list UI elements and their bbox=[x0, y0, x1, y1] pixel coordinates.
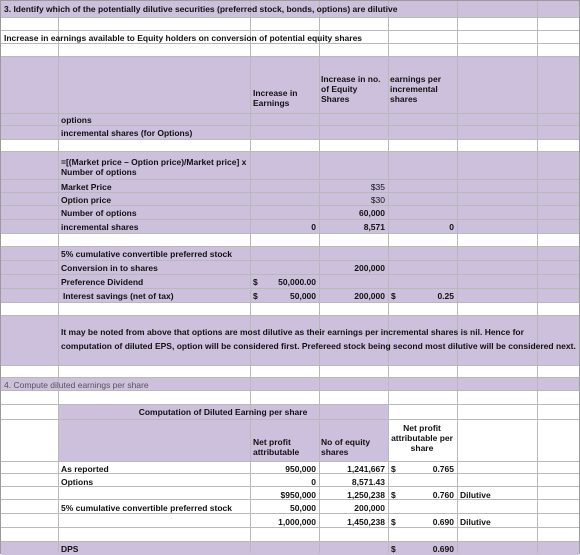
table-row-profit: 50,000 bbox=[290, 503, 316, 513]
dilution-note: It may be noted from above that options are most dilutive as their earnings per incremental shares is nil. Hence for computation of diluted EPS, option will be considered first. Prefereed stock being second most dilutive will be considered next. bbox=[61, 327, 576, 351]
dps-currency: $ bbox=[391, 544, 396, 554]
col-header-increase-shares: Increase in no. of Equity Shares bbox=[321, 74, 381, 104]
num-options-label: Number of options bbox=[61, 208, 137, 218]
table-row-note: Dilutive bbox=[460, 517, 491, 527]
table-row-currency: $ bbox=[391, 517, 396, 527]
interest-eps-value: 0.25 bbox=[437, 291, 454, 301]
table-row-profit: 950,000 bbox=[285, 464, 316, 474]
incremental-eps-value: 0 bbox=[449, 222, 454, 232]
table-row-shares: 1,450,238 bbox=[347, 517, 385, 527]
table-row-eps: 0.765 bbox=[432, 464, 454, 474]
table-row-shares: 1,250,238 bbox=[347, 490, 385, 500]
table-row-profit: $950,000 bbox=[280, 490, 316, 500]
col-header-equity-shares: No of equity shares bbox=[321, 437, 371, 457]
conversion-label: Conversion in to shares bbox=[61, 263, 158, 273]
option-price-label: Option price bbox=[61, 195, 112, 205]
table-row-profit: 0 bbox=[311, 477, 316, 487]
pref-dividend-currency: $ bbox=[253, 277, 258, 287]
interest-currency: $ bbox=[253, 291, 258, 301]
formula-text: =[(Market price – Option price)/Market price] x Number of options bbox=[61, 157, 247, 177]
table-row-currency: $ bbox=[391, 464, 396, 474]
table-row-eps: 0.690 bbox=[432, 517, 454, 527]
table-row-label: 5% cumulative convertible preferred stock bbox=[61, 503, 233, 513]
col-header-eps: earnings per incremental shares bbox=[390, 74, 442, 104]
col-header-net-profit: Net profit attributable bbox=[253, 437, 300, 457]
preferred-label: 5% cumulative convertible preferred stock bbox=[61, 249, 233, 259]
section4-title: 4. Compute diluted earnings per share bbox=[4, 380, 149, 390]
interest-value: 50,000 bbox=[290, 291, 316, 301]
table-row-label: As reported bbox=[61, 464, 109, 474]
num-options-value: 60,000 bbox=[359, 208, 385, 218]
section3-title: 3. Identify which of the potentially dilutive securities (preferred stock, bonds, options) are dilutive bbox=[4, 4, 398, 14]
market-price-value: $35 bbox=[370, 182, 385, 192]
col-header-increase-earnings: Increase in Earnings bbox=[253, 88, 298, 108]
options-label: options bbox=[61, 115, 92, 125]
incremental-options-label: incremental shares (for Options) bbox=[61, 128, 193, 138]
table-title: Computation of Diluted Earning per share bbox=[138, 407, 308, 417]
pref-dividend-label: Preference Dividend bbox=[61, 277, 144, 287]
dps-band bbox=[1, 541, 579, 555]
market-price-label: Market Price bbox=[61, 182, 112, 192]
option-price-value: $30 bbox=[370, 195, 385, 205]
table-row-profit: 1,000,000 bbox=[278, 517, 316, 527]
interest-shares-value: 200,000 bbox=[354, 291, 385, 301]
table-row-label: Options bbox=[61, 477, 94, 487]
table-row-note: Dilutive bbox=[460, 490, 491, 500]
table-row-currency: $ bbox=[391, 490, 396, 500]
incremental-earnings-value: 0 bbox=[311, 222, 316, 232]
interest-eps-currency: $ bbox=[391, 291, 396, 301]
col-header-np-per-share: Net profit attributable per share bbox=[391, 423, 453, 453]
table-row-eps: 0.760 bbox=[432, 490, 454, 500]
conversion-shares-value: 200,000 bbox=[354, 263, 385, 273]
section3-subtitle: Increase in earnings available to Equity holders on conversion of potential equity shares bbox=[4, 33, 363, 43]
incremental-shares-label: incremental shares bbox=[61, 222, 139, 232]
dps-value: 0.690 bbox=[432, 544, 454, 554]
table-row-shares: 1,241,667 bbox=[347, 464, 385, 474]
table-row-shares: 200,000 bbox=[354, 503, 385, 513]
incremental-shares-value: 8,571 bbox=[363, 222, 385, 232]
dps-label: DPS bbox=[61, 544, 79, 554]
pref-dividend-value: 50,000.00 bbox=[278, 277, 316, 287]
table-row-shares: 8,571.43 bbox=[351, 477, 385, 487]
interest-label: Interest savings (net of tax) bbox=[63, 291, 174, 301]
